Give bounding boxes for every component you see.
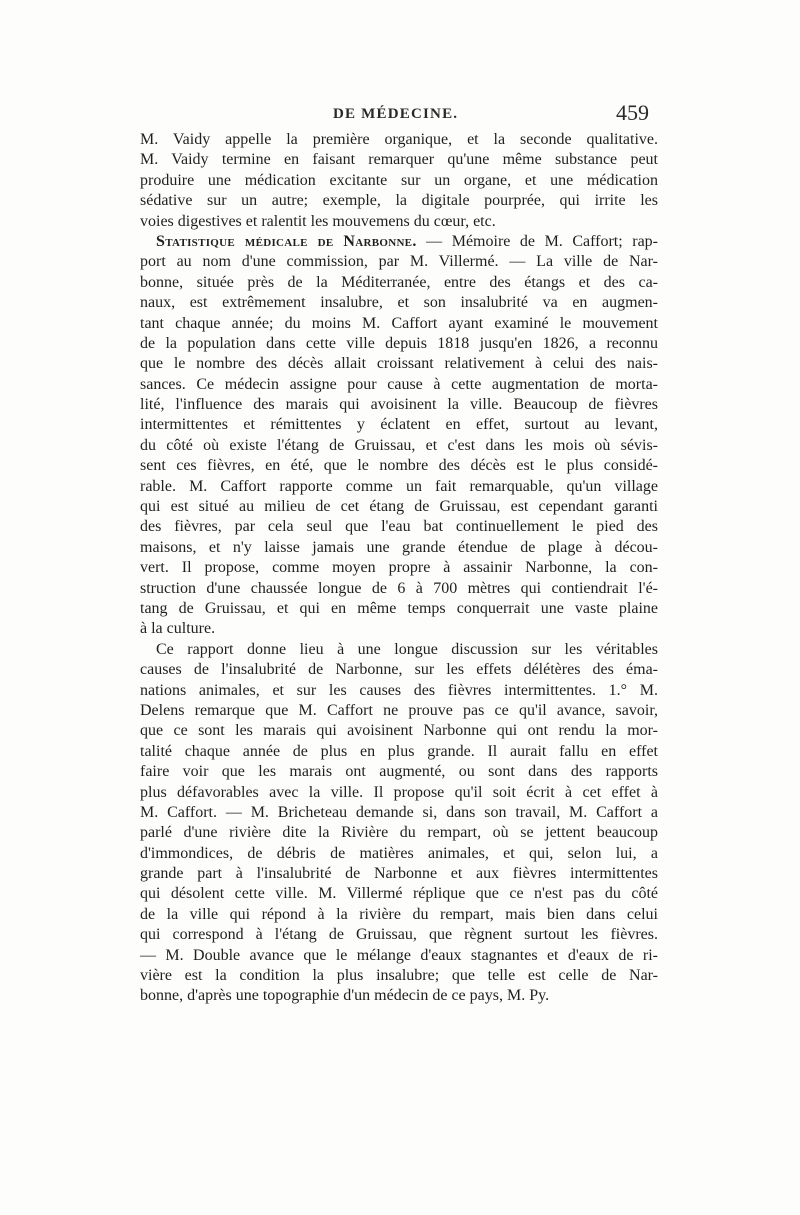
- text-line: bonne, d'après une topographie d'un médecin de ce pays, M. Py.: [140, 987, 550, 1005]
- text-line: que ce sont les marais qui avoisinent Narbonne qui ont rendu la mor-: [140, 722, 658, 740]
- text-line: struction d'une chaussée longue de 6 à 700 mètres qui contiendrait l'é-: [140, 579, 658, 597]
- text-line: intermittentes et rémittentes y éclatent en effet, surtout au levant,: [140, 416, 658, 434]
- page-header: [0, 100, 800, 130]
- text-line: sances. Ce médecin assigne pour cause à cette augmentation de morta-: [140, 375, 658, 393]
- text-line: grande part à l'insalubrité de Narbonne et aux fièvres intermittentes: [140, 865, 658, 883]
- text-line: vert. Il propose, comme moyen propre à assainir Narbonne, la con-: [140, 559, 658, 577]
- text-line: maisons, et n'y laisse jamais une grande étendue de plage à décou-: [140, 538, 658, 556]
- text-line: qui correspond à l'étang de Gruissau, que règnent surtout les fièvres.: [140, 926, 658, 944]
- text-line: tang de Gruissau, et qui en même temps conquerrait une vaste plaine: [140, 599, 658, 617]
- text-line: tant chaque année; du moins M. Caffort ayant examiné le mouvement: [140, 314, 658, 332]
- text-line: à la culture.: [140, 620, 216, 638]
- text-line: vière est la condition la plus insalubre; que telle est celle de Nar-: [140, 967, 658, 985]
- section-heading: Statistique médicale de Narbonne.: [156, 232, 417, 250]
- text-line: de la ville qui répond à la rivière du rempart, mais bien dans celui: [140, 905, 658, 923]
- text-line: nations animales, et sur les causes des fièvres intermittentes. 1.° M.: [140, 681, 658, 699]
- text-line: causes de l'insalubrité de Narbonne, sur les effets délétères des éma-: [140, 661, 658, 679]
- text-line: Statistique médicale de Narbonne. — Mémoire de M. Caffort; rap-: [156, 232, 658, 250]
- text-line: bonne, située près de la Méditerranée, entre des étangs et des ca-: [140, 273, 658, 291]
- text-line: M. Vaidy termine en faisant remarquer qu'une même substance peut: [140, 151, 658, 169]
- text-line: qui est situé au milieu de cet étang de Gruissau, est cependant garanti: [140, 498, 658, 516]
- text-line: sent ces fièvres, en été, que le nombre des décès est le plus considé-: [140, 457, 658, 475]
- running-head: DE MÉDECINE.: [333, 106, 459, 122]
- body-text: [140, 130, 658, 1007]
- text-line: de la population dans cette ville depuis 1818 jusqu'en 1826, a reconnu: [140, 334, 658, 352]
- text-line: naux, est extrêmement insalubre, et son insalubrité va en augmen-: [140, 294, 658, 312]
- text-line: sédative sur un autre; exemple, la digitale pourprée, qui irrite les: [140, 192, 658, 210]
- text-line: M. Vaidy appelle la première organique, et la seconde qualitative.: [140, 131, 658, 148]
- text-line: — M. Double avance que le mélange d'eaux stagnantes et d'eaux de ri-: [140, 946, 658, 964]
- text-line: faire voir que les marais ont augmenté, ou sont dans des rapports: [140, 763, 658, 781]
- text-line: lité, l'influence des marais qui avoisinent la ville. Beaucoup de fièvres: [140, 396, 658, 414]
- text-line: plus défavorables avec la ville. Il propose qu'il soit écrit à cet effet à: [140, 783, 658, 801]
- text-line: que le nombre des décès allait croissant relativement à celui des nais-: [140, 355, 658, 373]
- text-line: port au nom d'une commission, par M. Villermé. — La ville de Nar-: [140, 253, 658, 271]
- text-line: qui désolent cette ville. M. Villermé réplique que ce n'est pas du côté: [140, 885, 658, 903]
- text-line: talité chaque année de plus en plus grande. Il aurait fallu en effet: [140, 742, 658, 760]
- text-line: d'immondices, de débris de matières animales, et qui, selon lui, a: [140, 844, 658, 862]
- text-line: du côté où existe l'étang de Gruissau, et c'est dans les mois où sévis-: [140, 436, 658, 454]
- text-line: M. Caffort. — M. Bricheteau demande si, dans son travail, M. Caffort a: [140, 803, 658, 821]
- page-number: 459: [616, 100, 649, 125]
- text-line: parlé d'une rivière dite la Rivière du rempart, où se jettent beaucoup: [140, 824, 658, 842]
- text-line: voies digestives et ralentit les mouvemens du cœur, etc.: [140, 212, 496, 230]
- text-line: rable. M. Caffort rapporte comme un fait remarquable, qu'un village: [140, 477, 658, 495]
- text-line: Ce rapport donne lieu à une longue discussion sur les véritables: [156, 640, 658, 658]
- text-line: des fièvres, par cela seul que l'eau bat continuellement le pied des: [140, 518, 658, 536]
- text-line: produire une médication excitante sur un organe, et une médication: [140, 171, 658, 189]
- text-line: Delens remarque que M. Caffort ne prouve pas ce qu'il avance, savoir,: [140, 701, 658, 719]
